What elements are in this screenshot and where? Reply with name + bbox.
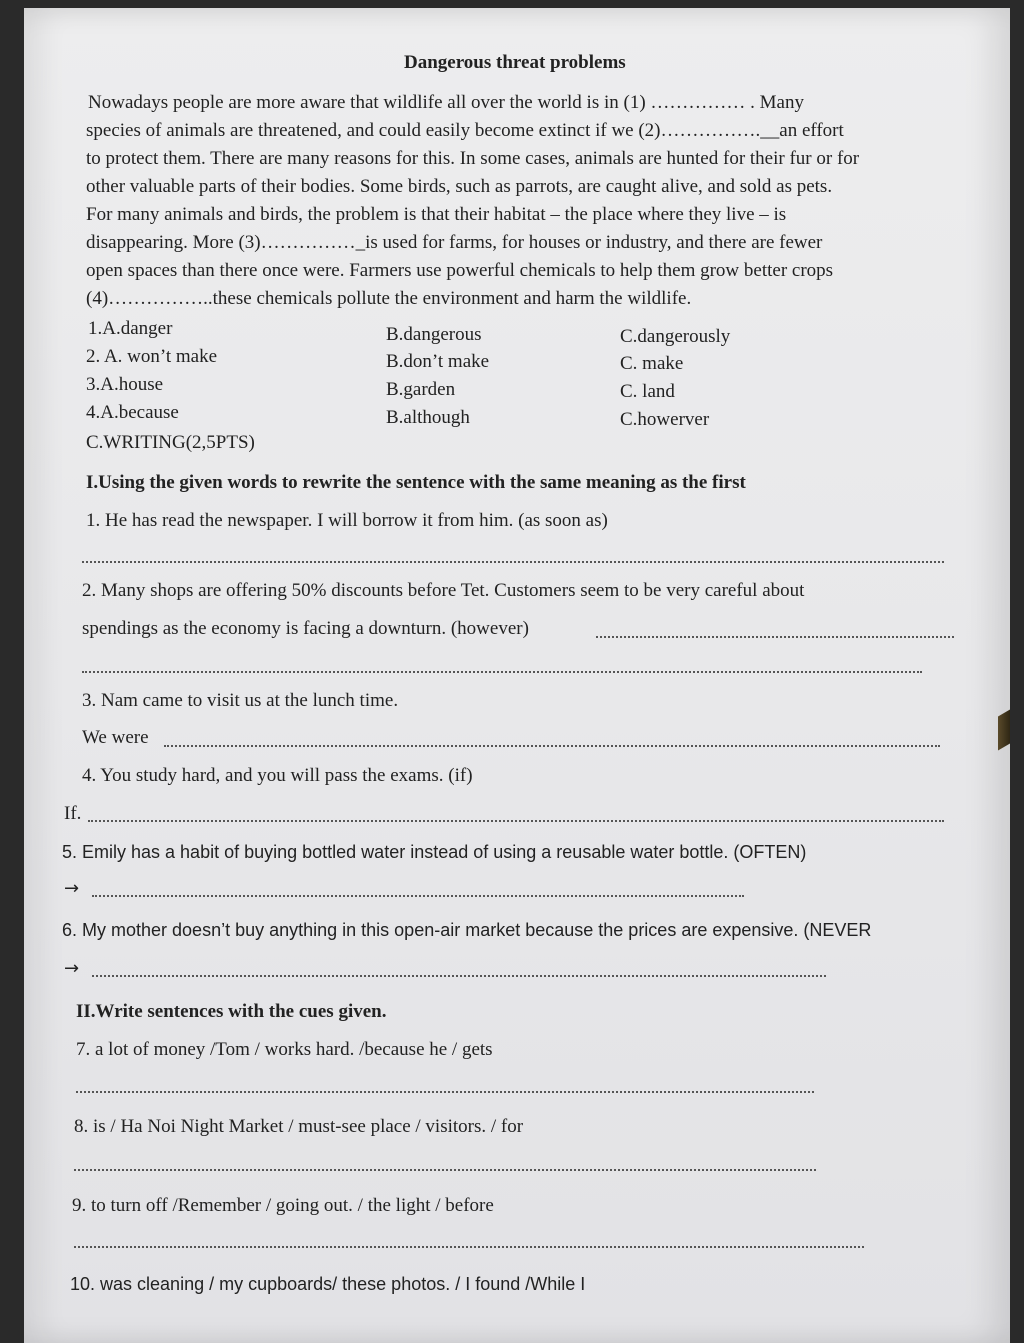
page-title: Dangerous threat problems bbox=[404, 52, 626, 73]
answer-line[interactable] bbox=[82, 561, 944, 563]
answer-start: If. bbox=[64, 803, 82, 824]
passage-line: species of animals are threatened, and could easily become extinct if we (2)…………….__an effort bbox=[86, 120, 844, 141]
option-a: 3.A.house bbox=[86, 374, 164, 395]
option-b: B.garden bbox=[386, 379, 456, 400]
answer-line[interactable] bbox=[82, 671, 922, 673]
answer-start: We were bbox=[82, 727, 149, 748]
answer-line[interactable] bbox=[92, 975, 826, 977]
answer-line[interactable] bbox=[76, 1091, 814, 1093]
part-heading: II.Write sentences with the cues given. bbox=[76, 1001, 387, 1022]
option-c: C.howerver bbox=[620, 409, 710, 430]
answer-line[interactable] bbox=[74, 1169, 816, 1171]
option-c: C. land bbox=[620, 381, 675, 402]
question-8: 8. is / Ha Noi Night Market / must-see place / visitors. / for bbox=[74, 1116, 524, 1137]
passage-line: open spaces than there once were. Farmers use powerful chemicals to help them grow better crops bbox=[86, 260, 834, 281]
answer-line[interactable] bbox=[164, 745, 940, 747]
option-a: 2. A. won’t make bbox=[86, 346, 218, 367]
section-heading: C.WRITING(2,5PTS) bbox=[86, 432, 255, 453]
question-3: 3. Nam came to visit us at the lunch time. bbox=[82, 690, 399, 711]
option-b: B.dangerous bbox=[386, 324, 482, 345]
question-5: 5. Emily has a habit of buying bottled water instead of using a reusable water bottle. (OFTEN) bbox=[62, 842, 807, 862]
pen-tip bbox=[998, 710, 1010, 751]
passage-line: For many animals and birds, the problem is that their habitat – the place where they live – is bbox=[86, 204, 787, 225]
question-2: 2. Many shops are offering 50% discounts before Tet. Customers seem to be very careful about bbox=[82, 580, 805, 601]
option-b: B.although bbox=[386, 407, 470, 428]
answer-line[interactable] bbox=[596, 636, 954, 638]
option-c: C.dangerously bbox=[620, 326, 731, 347]
part-heading: I.Using the given words to rewrite the sentence with the same meaning as the first bbox=[86, 472, 746, 493]
passage-line: (4)……………..these chemicals pollute the environment and harm the wildlife. bbox=[86, 288, 692, 309]
passage-line: Nowadays people are more aware that wildlife all over the world is in (1) …………… . Many bbox=[88, 92, 804, 113]
answer-line[interactable] bbox=[74, 1246, 864, 1248]
option-a: 4.A.because bbox=[86, 402, 179, 423]
question-6: 6. My mother doesn’t buy anything in this open-air market because the prices are expensive. (NEVER bbox=[62, 920, 872, 940]
question-4: 4. You study hard, and you will pass the exams. (if) bbox=[82, 765, 473, 786]
passage-line: disappearing. More (3)……………_is used for farms, for houses or industry, and there are fewer bbox=[86, 232, 823, 253]
passage-line: other valuable parts of their bodies. Some birds, such as parrots, are caught alive, and sold as pets. bbox=[86, 176, 833, 197]
option-c: C. make bbox=[620, 353, 684, 374]
arrow-icon: → bbox=[64, 878, 80, 899]
option-b: B.don’t make bbox=[386, 351, 490, 372]
question-2-continued: spendings as the economy is facing a downturn. (however) bbox=[82, 618, 529, 639]
question-10: 10. was cleaning / my cupboards/ these photos. / I found /While I bbox=[70, 1274, 586, 1294]
answer-line[interactable] bbox=[88, 820, 944, 822]
question-1: 1. He has read the newspaper. I will borrow it from him. (as soon as) bbox=[86, 510, 608, 531]
question-7: 7. a lot of money /Tom / works hard. /because he / gets bbox=[76, 1039, 493, 1060]
question-9: 9. to turn off /Remember / going out. / the light / before bbox=[72, 1195, 494, 1216]
passage-line: to protect them. There are many reasons for this. In some cases, animals are hunted for their fur or for bbox=[86, 148, 860, 169]
arrow-icon: → bbox=[64, 958, 80, 979]
answer-line[interactable] bbox=[92, 895, 744, 897]
option-a: 1.A.danger bbox=[88, 318, 173, 339]
worksheet-page bbox=[24, 8, 1010, 1343]
